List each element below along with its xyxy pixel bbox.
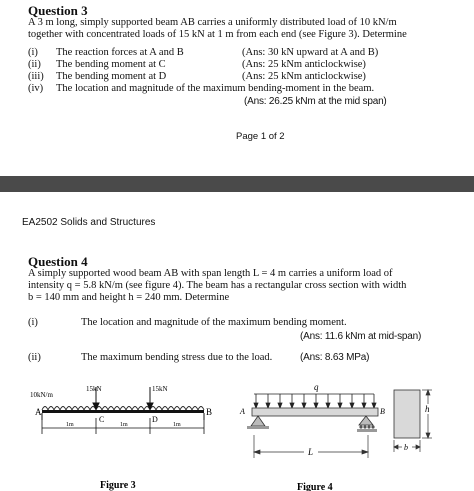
dim-2-label: 1m: [120, 422, 128, 428]
udl-coils: [42, 407, 204, 411]
page-number-label: Page 1 of 2: [236, 131, 285, 142]
item-number: (iv): [28, 83, 44, 94]
course-header: EA2502 Solids and Structures: [22, 217, 156, 228]
point-a-label: A: [240, 407, 245, 416]
question-3-item-iii: [28, 71, 166, 83]
distributed-load-arrows: [254, 394, 376, 408]
figure-4-caption: Figure 4: [297, 482, 333, 491]
question-4-title: Question 4: [28, 254, 88, 269]
point-c-label: C: [99, 415, 105, 424]
question-3-answer-i: (Ans: 30 kN upward at A and B): [242, 47, 379, 58]
question-3-item-i: [28, 47, 184, 59]
figure-3-caption: Figure 3: [100, 480, 136, 491]
question-3-item-ii: [28, 59, 166, 71]
item-text: The bending moment at D: [56, 71, 167, 82]
item-text: The maximum bending stress due to the load.: [81, 352, 273, 363]
page-break-band: [0, 176, 474, 192]
load-right-label: 15kN: [152, 385, 168, 393]
cross-section: [394, 390, 420, 438]
question-4-item-ii: [28, 352, 272, 364]
question-4-intro-line-1: A simply supported wood beam AB with span length L = 4 m carries a uniform load of: [28, 268, 393, 279]
udl-label: 10kN/m: [30, 391, 53, 399]
question-4-intro-line-2: intensity q = 5.8 kN/m (see figure 4). The beam has a rectangular cross section with width: [28, 280, 407, 291]
beam: [252, 408, 378, 416]
item-number: (ii): [28, 59, 41, 70]
page-two: [0, 192, 474, 491]
item-text: The location and magnitude of the maximum bending-moment in the beam.: [56, 83, 375, 94]
point-a-label: A: [35, 407, 42, 417]
span-label: L: [308, 447, 314, 457]
question-4-intro-line-3: b = 140 mm and height h = 240 mm. Determine: [28, 292, 230, 303]
question-4-item-i: [28, 317, 347, 329]
dim-1-label: 1m: [66, 422, 74, 428]
point-b-label: B: [380, 407, 385, 416]
rollers: [359, 425, 374, 428]
question-3-item-iv: [28, 83, 374, 95]
dim-3-label: 1m: [173, 422, 181, 428]
item-number: (i): [28, 317, 38, 328]
question-3-answer-iii: (Ans: 25 kNm anticlockwise): [242, 71, 366, 82]
question-4-answer-i: (Ans: 11.6 kNm at mid-span): [300, 331, 422, 342]
item-text: The bending moment at C: [56, 59, 166, 70]
ground-a: [247, 426, 269, 429]
question-3-answer-ii: (Ans: 25 kNm anticlockwise): [242, 59, 366, 70]
figure-4-beam-diagram: [232, 380, 474, 491]
height-label: h: [425, 404, 430, 414]
width-label: b: [404, 443, 408, 452]
item-number: (i): [28, 47, 38, 58]
load-left-label: 15kN: [86, 385, 102, 393]
page-one: [0, 0, 474, 176]
point-d-label: D: [152, 415, 158, 424]
item-text: The location and magnitude of the maximum bending moment.: [81, 317, 347, 328]
question-3-intro-line-1: A 3 m long, simply supported beam AB carries a uniformly distributed load of 10 kN/m: [28, 17, 397, 28]
point-b-label: B: [206, 407, 213, 417]
item-number: (ii): [28, 352, 41, 363]
figure-3-beam-diagram: [28, 382, 218, 491]
ground-b: [357, 429, 377, 432]
item-number: (iii): [28, 71, 44, 82]
beam: [42, 410, 204, 413]
question-4-answer-ii: (Ans: 8.63 MPa): [300, 352, 370, 363]
question-3-intro-line-2: together with concentrated loads of 15 kN at 1 m from each end (see Figure 3). Determine: [28, 29, 407, 40]
roller-support-b: [359, 416, 373, 425]
pin-support-a: [251, 416, 265, 426]
question-3-answer-iv: (Ans: 26.25 kNm at the mid span): [244, 96, 387, 107]
item-text: The reaction forces at A and B: [56, 47, 184, 58]
point-load-arrows: [93, 387, 153, 409]
question-3-title: Question 3: [28, 3, 88, 18]
q-label: q: [314, 382, 319, 392]
